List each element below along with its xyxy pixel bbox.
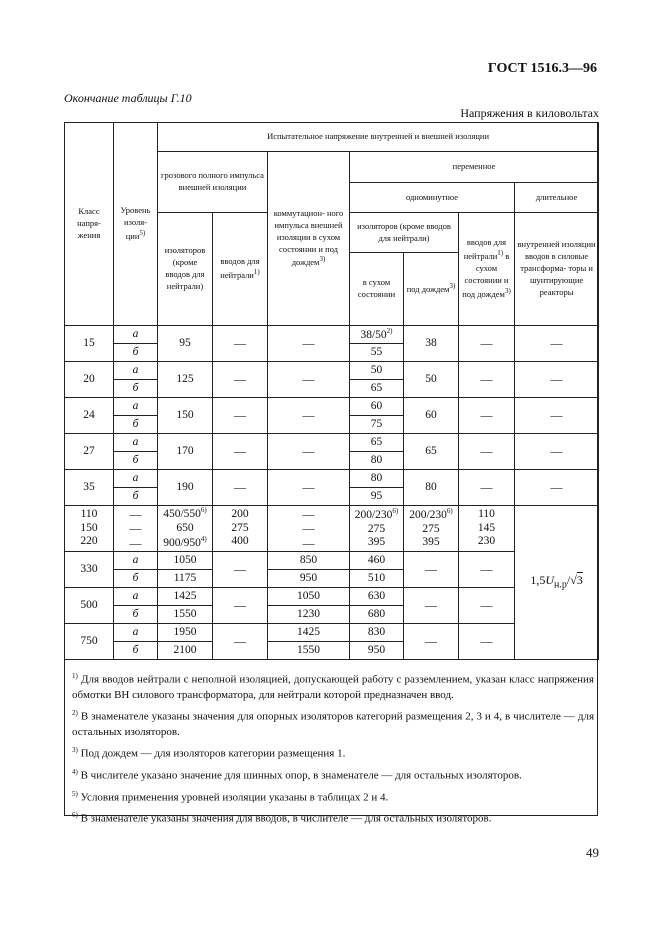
bushings-one-minute-cell: — (459, 588, 515, 624)
dry-cell: 95 (350, 488, 404, 506)
document-code: ГОСТ 1516.3—96 (487, 61, 597, 76)
long-duration-cell: — (515, 398, 599, 434)
level-cell: а (114, 588, 158, 606)
header-neutral-bushings-lightning: вводов для нейтрали$^{1)}$ (213, 213, 268, 326)
footnote: $^{4)}$ В числителе указано значение для шинных опор, в знаменателе — для остальных изоляторов. (72, 767, 522, 782)
table-caption: Окончание таблицы Г.10 (64, 91, 192, 105)
header-insulators-lightning: изоляторов (кроме вводов для нейтрали) (158, 213, 213, 326)
dry-cell: 680 (350, 606, 404, 624)
bushings-one-minute-cell: — (459, 470, 515, 506)
lightning-insulators-cell: 1050 (158, 552, 213, 570)
footnote: $^{6)}$ В знаменателе указаны значения для вводов, в числителе — для остальных изоляторов. (72, 811, 492, 826)
level-cell: — — — (114, 506, 158, 552)
lightning-bushings-cell: — (213, 588, 268, 624)
header-rain: под дождем$^{3)}$ (404, 253, 459, 326)
switching-cell: — (268, 434, 350, 470)
dry-cell: 510 (350, 570, 404, 588)
switching-cell: — (268, 362, 350, 398)
dry-cell: 65 (350, 434, 404, 452)
long-duration-cell: — (515, 362, 599, 398)
lightning-bushings-cell: — (213, 624, 268, 660)
units-note: Напряжения в киловольтах (460, 106, 599, 120)
dry-cell: 38/50$^{2)}$ (350, 326, 404, 344)
footnote: $^{1)}$ Для вводов нейтрали с неполной изоляцией, допускающей работу с разземлением, указан класс напряжения обмотки ВН силового трансформатора, для нейтрали которой предназначен ввод. (72, 672, 594, 701)
rain-cell: — (404, 552, 459, 588)
dry-cell: 830 (350, 624, 404, 642)
header-test-voltage: Испытательное напряжение внутренней и внешней изоляции (158, 123, 599, 152)
footnote: $^{2)}$ В знаменателе указаны значения для опорных изоляторов категорий размещения 2, 3 и 4, в числителе — для остальных изоляторов. (72, 709, 595, 738)
dry-cell: 80 (350, 470, 404, 488)
lightning-insulators-cell: 1550 (158, 606, 213, 624)
lightning-insulators-cell: 2100 (158, 642, 213, 660)
rain-cell: 50 (404, 362, 459, 398)
page-number: 49 (586, 845, 599, 860)
lightning-insulators-cell: 125 (158, 362, 213, 398)
level-cell: а (114, 552, 158, 570)
lightning-insulators-cell: 450/550$^{6)}$ 650 900/950$^{4)}$ (158, 506, 213, 552)
lightning-insulators-cell: 190 (158, 470, 213, 506)
voltage-class-cell: 24 (65, 398, 114, 434)
switching-cell: — (268, 398, 350, 434)
switching-cell: — (268, 470, 350, 506)
header-switching-impulse: коммутацион- ного импульса внешней изоляции в сухом состоянии и под дождем$^{3)}$ (268, 152, 350, 326)
dry-cell: 630 (350, 588, 404, 606)
voltage-class-cell: 20 (65, 362, 114, 398)
dry-cell: 60 (350, 398, 404, 416)
switching-cell: 1050 (268, 588, 350, 606)
voltage-class-cell: 110 150 220 (65, 506, 114, 552)
switching-cell: 1425 (268, 624, 350, 642)
header-insulation-level: Уровень изоля- ции$^{5)}$ (114, 123, 158, 326)
level-cell: б (114, 416, 158, 434)
level-cell: б (114, 642, 158, 660)
level-cell: а (114, 434, 158, 452)
lightning-bushings-cell: — (213, 552, 268, 588)
dry-cell: 50 (350, 362, 404, 380)
switching-cell: 850 (268, 552, 350, 570)
rain-cell: 60 (404, 398, 459, 434)
level-cell: а (114, 362, 158, 380)
bushings-one-minute-cell: — (459, 362, 515, 398)
switching-cell: — — — (268, 506, 350, 552)
switching-cell: 950 (268, 570, 350, 588)
long-duration-cell: — (515, 326, 599, 362)
rain-cell: 200/230$^{6)}$ 275 395 (404, 506, 459, 552)
dry-cell: 75 (350, 416, 404, 434)
header-voltage-class: Класс напря- жения (65, 123, 114, 326)
level-cell: б (114, 570, 158, 588)
lightning-bushings-cell: — (213, 398, 268, 434)
lightning-bushings-cell: — (213, 362, 268, 398)
voltage-class-cell: 750 (65, 624, 114, 660)
lightning-bushings-cell: 200 275 400 (213, 506, 268, 552)
level-cell: а (114, 398, 158, 416)
level-cell: а (114, 624, 158, 642)
lightning-insulators-cell: 150 (158, 398, 213, 434)
lightning-bushings-cell: — (213, 470, 268, 506)
rain-cell: 65 (404, 434, 459, 470)
bushings-one-minute-cell: — (459, 326, 515, 362)
switching-cell: — (268, 326, 350, 362)
voltage-class-cell: 15 (65, 326, 114, 362)
level-cell: а (114, 326, 158, 344)
lightning-insulators-cell: 1175 (158, 570, 213, 588)
dry-cell: 80 (350, 452, 404, 470)
level-cell: б (114, 488, 158, 506)
level-cell: б (114, 452, 158, 470)
level-cell: б (114, 380, 158, 398)
dry-cell: 950 (350, 642, 404, 660)
switching-cell: 1550 (268, 642, 350, 660)
dry-cell: 55 (350, 344, 404, 362)
footnote: $^{5)}$ Условия применения уровней изоляции указаны в таблицах 2 и 4. (72, 789, 389, 804)
level-cell: б (114, 606, 158, 624)
voltage-class-cell: 35 (65, 470, 114, 506)
lightning-insulators-cell: 170 (158, 434, 213, 470)
header-lightning-impulse: грозового полного импульса внешней изоляции (158, 152, 268, 213)
header-insulators-one-minute: изоляторов (кроме вводов для нейтрали) (350, 213, 459, 253)
long-duration-formula-cell: $1,5U_{н.р}/√3$ (515, 506, 599, 660)
rain-cell: 38 (404, 326, 459, 362)
footnote: $^{3)}$ Под дождем — для изоляторов категории размещения 1. (72, 746, 346, 760)
dry-cell: 200/230$^{6)}$ 275 395 (350, 506, 404, 552)
level-cell: а (114, 470, 158, 488)
header-neutral-bushings-one-minute: вводов для нейтрали$^{1)}$ в сухом состоянии и под дождем$^{3)}$ (459, 213, 515, 326)
header-dry: в сухом состоянии (350, 253, 404, 326)
voltage-class-cell: 500 (65, 588, 114, 624)
lightning-insulators-cell: 1950 (158, 624, 213, 642)
long-duration-cell: — (515, 470, 599, 506)
footnotes (72, 672, 594, 833)
bushings-one-minute-cell: — (459, 434, 515, 470)
lightning-bushings-cell: — (213, 434, 268, 470)
switching-cell: 1230 (268, 606, 350, 624)
header-alternating: переменное (350, 152, 599, 183)
level-cell: б (114, 344, 158, 362)
header-internal-insulation: внутренней изоляции вводов в силовые трансформа- торы и шунтирующие реакторы (515, 213, 599, 326)
long-duration-cell: — (515, 434, 599, 470)
bushings-one-minute-cell: — (459, 624, 515, 660)
header-one-minute: одноминутное (350, 183, 515, 213)
rain-cell: — (404, 588, 459, 624)
rain-cell: — (404, 624, 459, 660)
bushings-one-minute-cell: — (459, 398, 515, 434)
dry-cell: 460 (350, 552, 404, 570)
lightning-insulators-cell: 1425 (158, 588, 213, 606)
lightning-bushings-cell: — (213, 326, 268, 362)
voltage-class-cell: 27 (65, 434, 114, 470)
lightning-insulators-cell: 95 (158, 326, 213, 362)
header-long-duration: длительное (515, 183, 599, 213)
bushings-one-minute-cell: 110 145 230 (459, 506, 515, 552)
bushings-one-minute-cell: — (459, 552, 515, 588)
rain-cell: 80 (404, 470, 459, 506)
voltage-class-cell: 330 (65, 552, 114, 588)
dry-cell: 65 (350, 380, 404, 398)
